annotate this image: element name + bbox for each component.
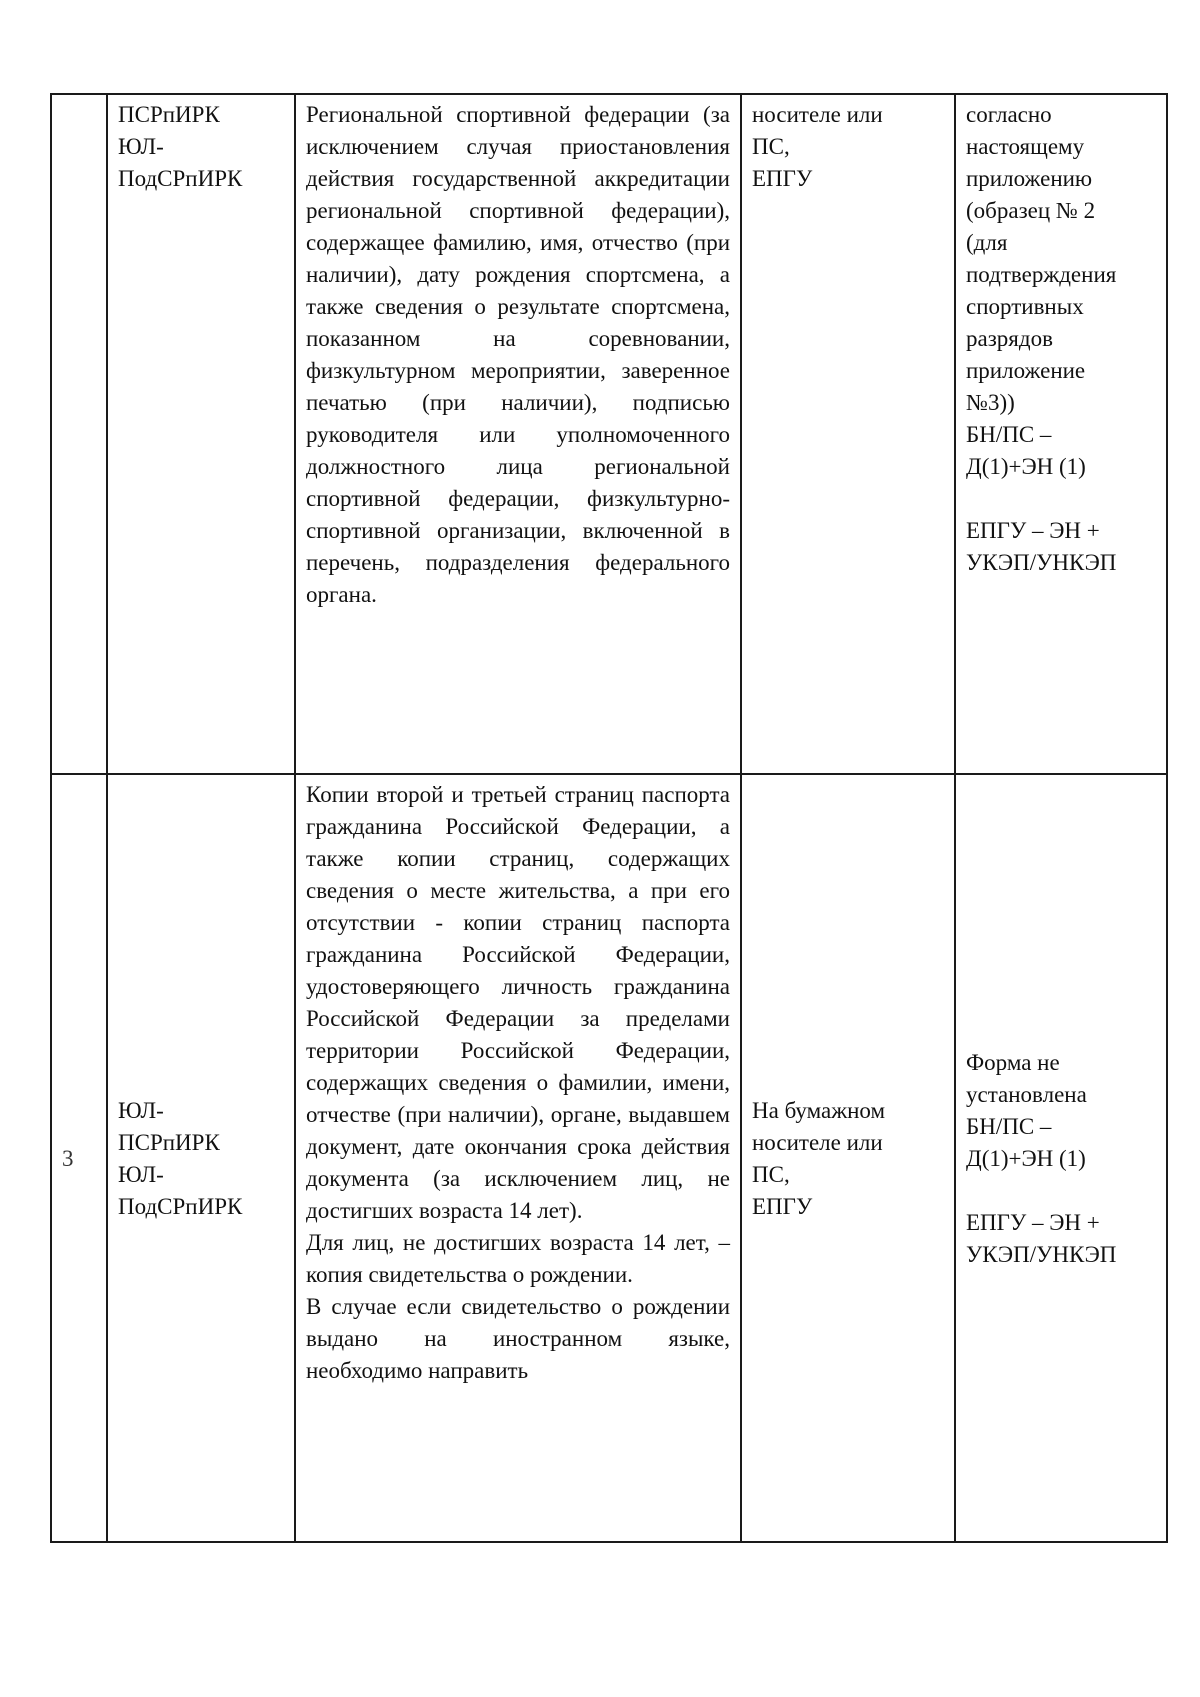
applicant-line: ПодСРпИРК <box>118 1194 243 1219</box>
form-line: приложение <box>966 358 1086 383</box>
applicant-line: ЮЛ- <box>118 134 164 159</box>
submission-line: ЕПГУ <box>752 166 813 191</box>
submission-line: носителе или <box>752 102 883 127</box>
submission-cell <box>741 94 955 774</box>
form-line: настоящему <box>966 134 1085 159</box>
form-line: ЕПГУ – ЭН + <box>966 518 1100 543</box>
form-line: Д(1)+ЭН (1) <box>966 454 1086 479</box>
form-line: ЕПГУ – ЭН + <box>966 1210 1100 1235</box>
document-text: Региональной спортивной федерации (за исключением случая приостановления действия государственной аккредитации региональной спортивной федерации), содержащее фамилию, имя, отчество (при наличии), дату рождения спортсмена, а также сведения о результате спортсмена, показанном на соревновании, физкультурном мероприятии, заверенное печатью (при наличии), подписью руководителя или уполномоченного должностного лица региональной спортивной федерации, физкультурно-спортивной организации, включенной в перечень, подразделения федерального органа. <box>306 102 730 607</box>
table-row <box>51 774 1167 1542</box>
submission-line: На бумажном <box>752 1098 886 1123</box>
document-cell <box>295 94 741 774</box>
form-line: УКЭП/УНКЭП <box>966 550 1117 575</box>
applicant-line: ПСРпИРК <box>118 102 220 127</box>
form-line: БН/ПС – <box>966 422 1052 447</box>
applicants-cell <box>107 94 295 774</box>
form-cell <box>955 774 1167 1542</box>
form-cell <box>955 94 1167 774</box>
form-line: (образец № 2 <box>966 198 1096 223</box>
form-line: БН/ПС – <box>966 1114 1052 1139</box>
document-paragraph: Копии второй и третьей страниц паспорта гражданина Российской Федерации, а также копии страниц, содержащих сведения о месте жительства, а при его отсутствии - копии страниц паспорта гражданина Российской Федерации, удостоверяющего личность гражданина Российской Федерации за пределами территории Российской Федерации, содержащих сведения о фамилии, имени, отчестве (при наличии), органе, выдавшем документ, дате окончания срока действия документа (за исключением лиц, не достигших возраста 14 лет). <box>306 782 730 1223</box>
applicant-line: ЮЛ- <box>118 1098 164 1123</box>
submission-line: ПС, <box>752 1162 790 1187</box>
form-spacer <box>966 1175 1156 1207</box>
form-line: спортивных <box>966 294 1084 319</box>
row-number-cell <box>51 94 107 774</box>
submission-line: ПС, <box>752 134 790 159</box>
document-cell <box>295 774 741 1542</box>
document-paragraph: Для лиц, не достигших возраста 14 лет, – копия свидетельства о рождении. <box>306 1230 730 1287</box>
submission-line: ЕПГУ <box>752 1194 813 1219</box>
applicant-line: ПСРпИРК <box>118 1130 220 1155</box>
applicants-cell <box>107 774 295 1542</box>
form-line: установлена <box>966 1082 1087 1107</box>
form-line: разрядов <box>966 326 1053 351</box>
form-line: подтверждения <box>966 262 1117 287</box>
requirements-table <box>50 93 1168 1543</box>
submission-cell <box>741 774 955 1542</box>
applicant-line: ПодСРпИРК <box>118 166 243 191</box>
form-line: (для <box>966 230 1008 255</box>
row-number-cell: 3 <box>51 774 107 1542</box>
form-line: №3)) <box>966 390 1015 415</box>
form-line: согласно <box>966 102 1052 127</box>
form-spacer <box>966 483 1156 515</box>
form-line: приложению <box>966 166 1093 191</box>
submission-line: носителе или <box>752 1130 883 1155</box>
form-line: Форма не <box>966 1050 1060 1075</box>
table-row <box>51 94 1167 774</box>
form-line: УКЭП/УНКЭП <box>966 1242 1117 1267</box>
applicant-line: ЮЛ- <box>118 1162 164 1187</box>
form-line: Д(1)+ЭН (1) <box>966 1146 1086 1171</box>
document-paragraph: В случае если свидетельство о рождении выдано на иностранном языке, необходимо направить <box>306 1294 730 1383</box>
